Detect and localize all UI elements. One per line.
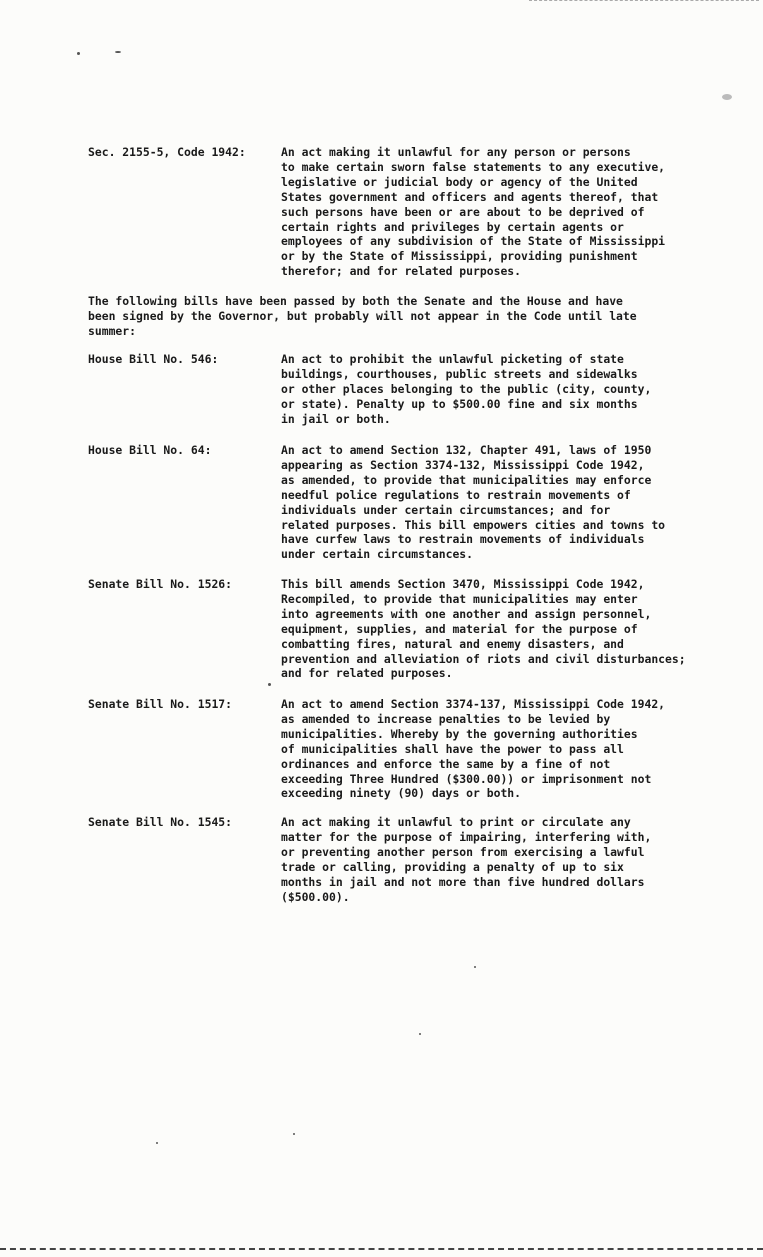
text-line: buildings, courthouses, public streets and sidewalks [281,366,638,381]
intro-paragraph [88,294,708,339]
text-line: in jail or both. [281,411,391,426]
text-line: certain rights and privileges by certain agents or [281,219,624,234]
section-label: Sec. 2155-5, Code 1942: [88,145,246,159]
bill-label: House Bill No. 64: [88,443,212,457]
text-line: to make certain sworn false statements to any executive, [281,159,666,174]
bill-label: Senate Bill No. 1517: [88,697,233,711]
speck [293,1133,295,1135]
text-line: This bill amends Section 3470, Mississippi Code 1942, [281,577,645,591]
text-line: needful police regulations to restrain movements of [281,487,631,502]
bill-text [281,815,721,904]
text-line: exceeding ninety (90) days or both. [281,786,522,801]
text-line: or state). Penalty up to $500.00 fine and six months [281,396,638,411]
text-line: combatting fires, natural and enemy disasters, and [281,636,624,651]
text-line: into agreements with one another and assign personnel, [281,606,652,621]
bill-text [281,443,721,562]
text-line: trade or calling, providing a penalty of up to six [281,859,624,874]
text-line: such persons have been or are about to be deprived of [281,204,645,219]
text-line: prevention and alleviation of riots and civil disturbances; [281,651,686,666]
bill-text [281,352,721,427]
speck [474,966,476,968]
text-line: of municipalities shall have the power to pass all [281,741,624,756]
text-line: An act making it unlawful to print or circulate any [281,815,631,829]
section-text [281,145,721,279]
speck [77,52,80,55]
text-line: or by the State of Mississippi, providing punishment [281,249,638,264]
bill-text [281,577,721,681]
bill-label: Senate Bill No. 1526: [88,577,233,591]
text-line: and for related purposes. [281,666,453,681]
text-line: equipment, supplies, and material for the purpose of [281,621,638,636]
text-line: An act making it unlawful for any person or persons [281,145,631,159]
speck [115,51,121,53]
text-line: An act to prohibit the unlawful picketing of state [281,352,624,366]
text-line: or other places belonging to the public (city, county, [281,381,652,396]
text-line: ordinances and enforce the same by a fine of not [281,756,611,771]
bottom-edge-rule [0,1248,763,1252]
speck [268,683,271,686]
text-line: Recompiled, to provide that municipalities may enter [281,591,638,606]
text-line: municipalities. Whereby by the governing authorities [281,726,638,741]
text-line: An act to amend Section 3374-137, Mississippi Code 1942, [281,697,666,711]
text-line: been signed by the Governor, but probably will not appear in the Code until late [88,308,637,323]
text-line: as amended to increase penalties to be levied by [281,711,611,726]
text-line: matter for the purpose of impairing, interfering with, [281,829,652,844]
text-line: legislative or judicial body or agency of the United [281,174,638,189]
text-line: States government and officers and agents thereof, that [281,189,659,204]
text-line: or preventing another person from exercising a lawful [281,844,645,859]
bill-text [281,697,721,801]
text-line: have curfew laws to restrain movements of individuals [281,532,645,547]
top-edge-marks [529,0,759,4]
text-line: related purposes. This bill empowers cities and towns to [281,517,666,532]
text-line: ($500.00). [281,889,350,904]
text-line: appearing as Section 3374-132, Mississippi Code 1942, [281,457,645,472]
text-line: individuals under certain circumstances; and for [281,502,611,517]
bill-label: Senate Bill No. 1545: [88,815,233,829]
text-line: therefor; and for related purposes. [281,264,522,279]
text-line: exceeding Three Hundred ($300.00)) or imprisonment not [281,771,652,786]
text-line: months in jail and not more than five hundred dollars [281,874,645,889]
speck [419,1033,421,1035]
speck [722,94,732,100]
text-line: An act to amend Section 132, Chapter 491, laws of 1950 [281,443,652,457]
text-line: as amended, to provide that municipalities may enforce [281,472,652,487]
text-line: employees of any subdivision of the State of Mississippi [281,234,666,249]
text-line: summer: [88,323,137,338]
speck [156,1142,158,1144]
text-line: The following bills have been passed by both the Senate and the House and have [88,294,623,308]
bill-label: House Bill No. 546: [88,352,219,366]
text-line: under certain circumstances. [281,547,474,562]
